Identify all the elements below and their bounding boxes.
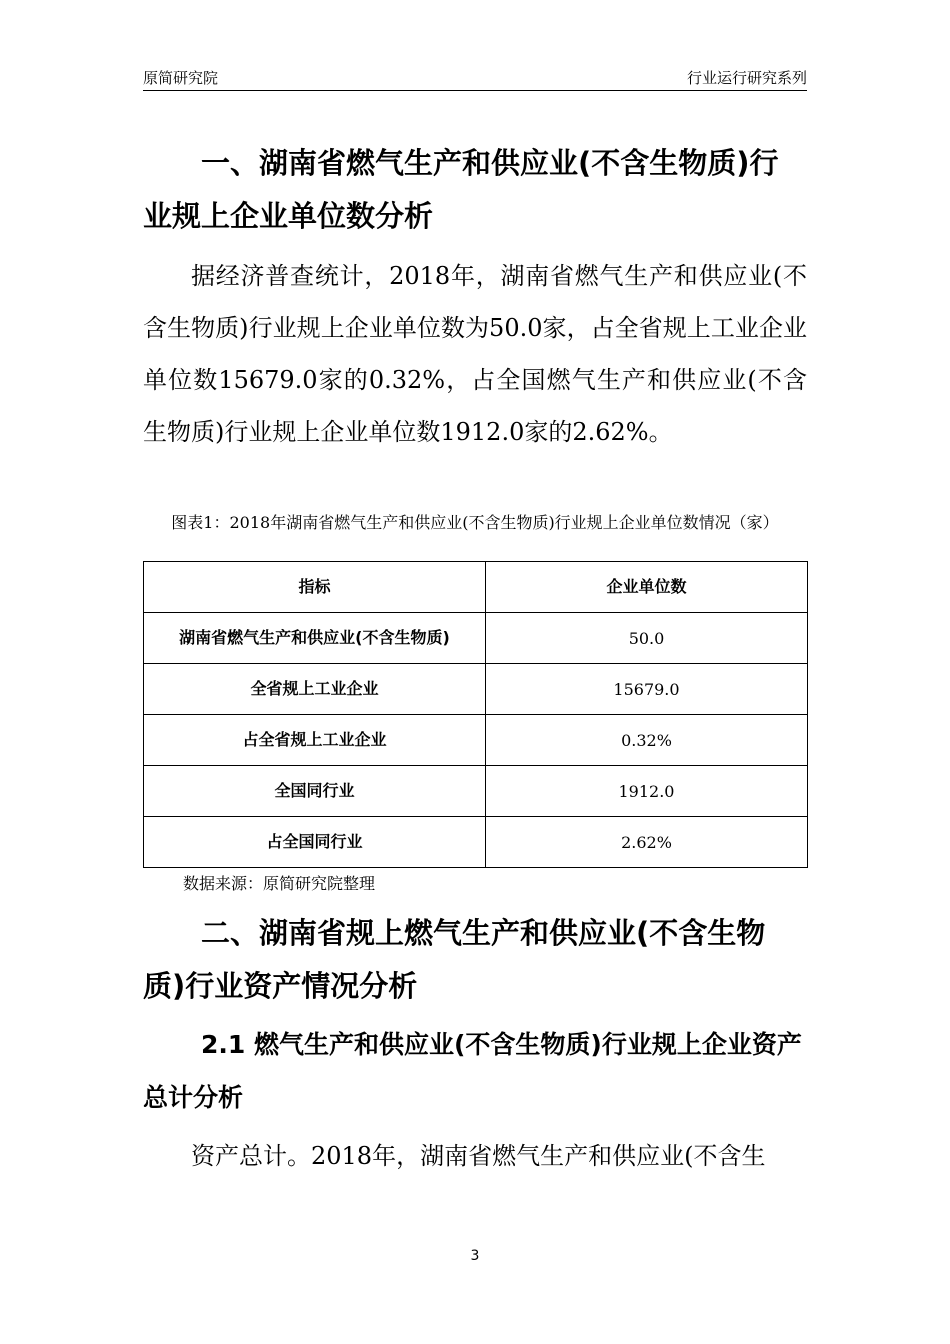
table1-caption: 图表1：2018年湖南省燃气生产和供应业(不含生物质)行业规上企业单位数情况（家）: [171, 513, 779, 532]
section2-paragraph: 资产总计。2018年，湖南省燃气生产和供应业(不含生: [191, 1142, 766, 1170]
row-value: 2.62%: [486, 817, 808, 868]
table-row: [144, 613, 808, 664]
row-label: 全省规上工业企业: [144, 664, 486, 715]
row-value: 15679.0: [486, 664, 808, 715]
page-number: 3: [470, 1248, 480, 1264]
table-header-indicator: 指标: [144, 562, 486, 613]
page-header-right: 行业运行研究系列: [686, 69, 807, 87]
row-label: 全国同行业: [144, 766, 486, 817]
table-row: [144, 766, 808, 817]
section1-title: 一、湖南省燃气生产和供应业(不含生物质)行业规上企业单位数分析: [143, 146, 779, 233]
row-label: 占全国同行业: [144, 817, 486, 868]
subsection-2-1-title: 2.1 燃气生产和供应业(不含生物质)行业规上企业资产总计分析: [143, 1030, 802, 1112]
section1-paragraph: 据经济普查统计，2018年，湖南省燃气生产和供应业(不含生物质)行业规上企业单位数为50.0家，占全省规上工业企业单位数15679.0家的0.32%，占全国燃气生产和供应业(不含生物质)行业规上企业单位数1912.0家的2.62%。: [143, 262, 807, 446]
row-value: 50.0: [486, 613, 808, 664]
section2-title: 二、湖南省规上燃气生产和供应业(不含生物质)行业资产情况分析: [143, 916, 766, 1003]
table1: [143, 561, 808, 868]
page-header-left: 原简研究院: [143, 69, 219, 87]
row-value: 0.32%: [486, 715, 808, 766]
row-value: 1912.0: [486, 766, 808, 817]
table1-source: 数据来源：原简研究院整理: [183, 874, 376, 893]
table-header-count: 企业单位数: [486, 562, 808, 613]
table-header-row: [144, 562, 808, 613]
row-label: 湖南省燃气生产和供应业(不含生物质): [144, 613, 486, 664]
table-row: [144, 664, 808, 715]
table-row: [144, 817, 808, 868]
table-row: [144, 715, 808, 766]
header-divider: [143, 90, 807, 91]
row-label: 占全省规上工业企业: [144, 715, 486, 766]
